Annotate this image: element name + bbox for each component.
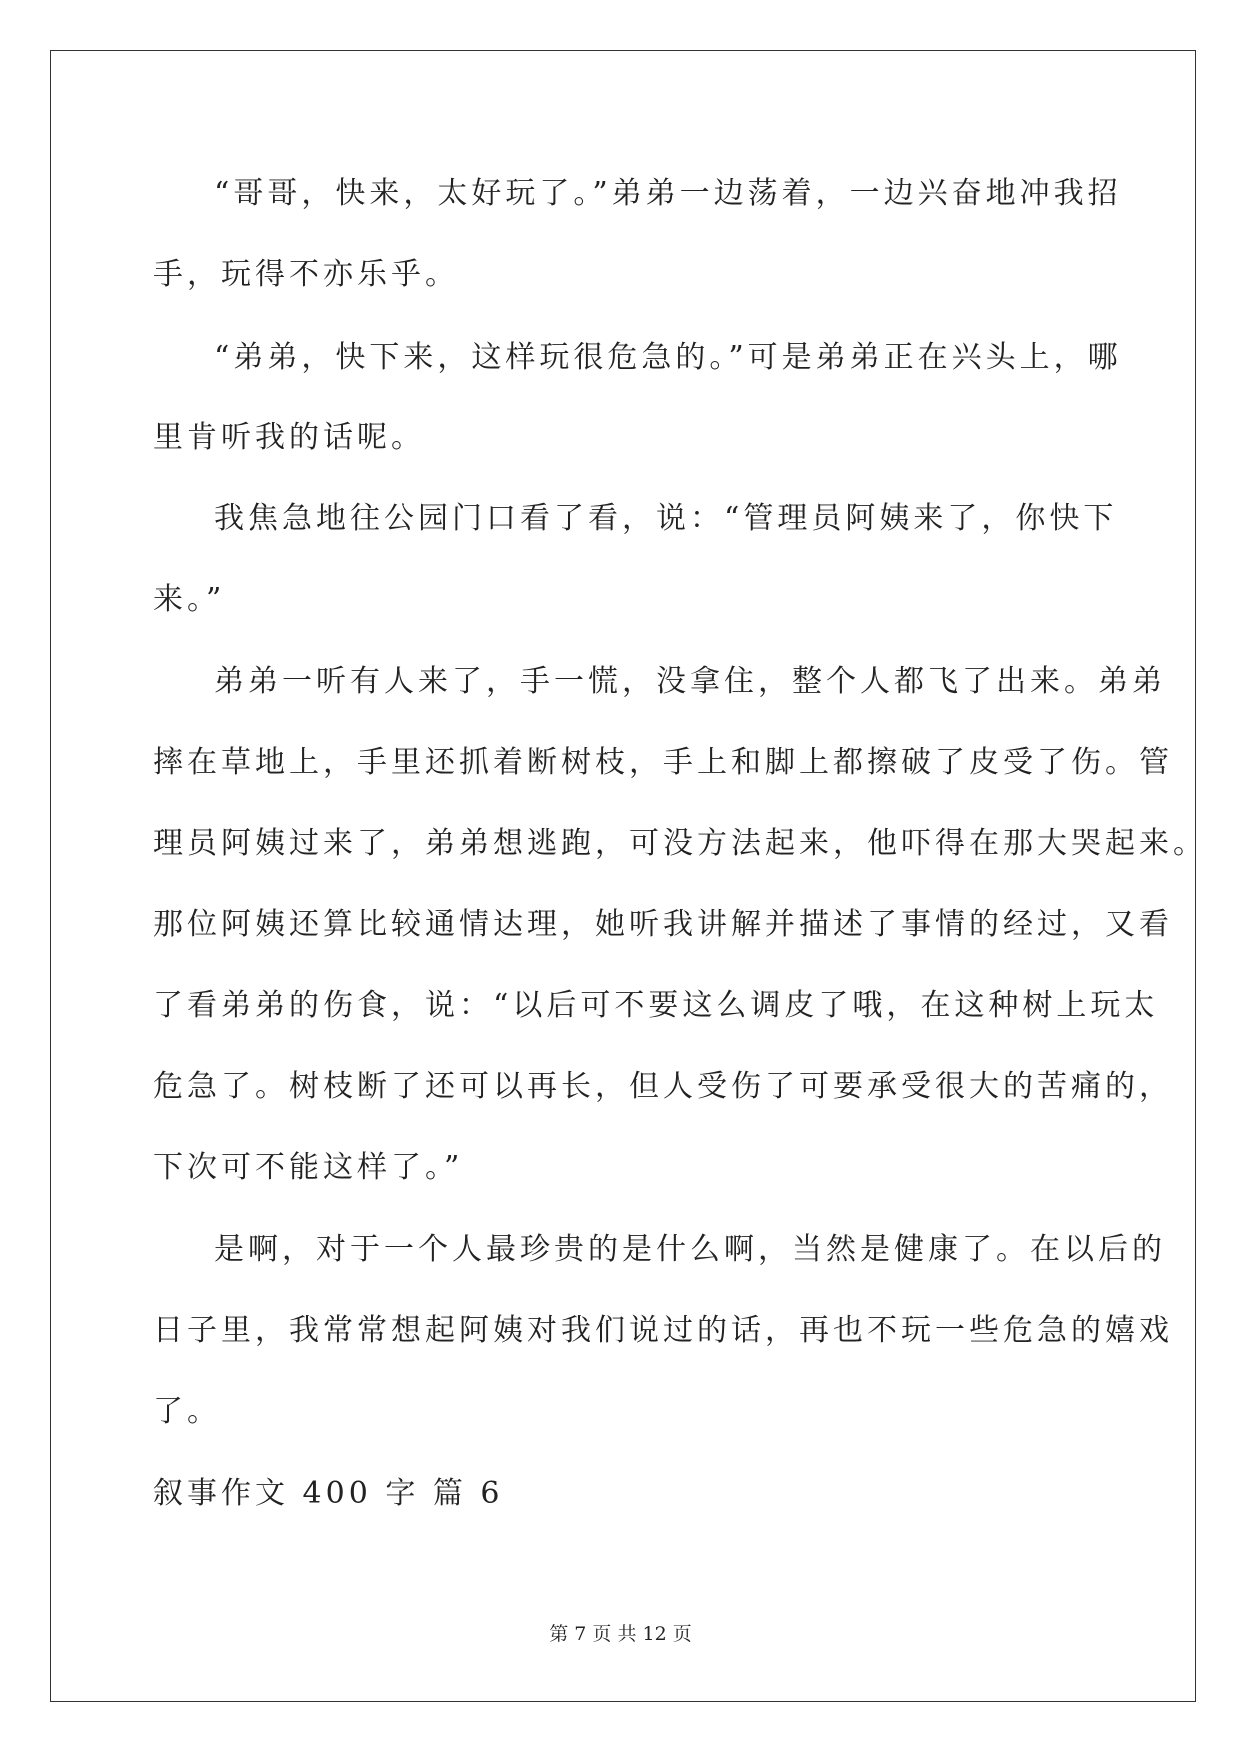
paragraph-line: 了看弟弟的伤食，说：“以后可不要这么调皮了哦，在这种树上玩太 <box>153 988 1159 1023</box>
paragraph-line: 下次可不能这样了。” <box>153 1150 464 1185</box>
paragraph-line: 日子里，我常常想起阿姨对我们说过的话，再也不玩一些危急的嬉戏 <box>153 1313 1173 1348</box>
paragraph-line: 摔在草地上，手里还抓着断树枝，手上和脚上都擦破了皮受了伤。管 <box>153 745 1173 780</box>
paragraph-line: 是啊，对于一个人最珍贵的是什么啊，当然是健康了。在以后的 <box>214 1232 1166 1267</box>
paragraph-line: 了。 <box>153 1394 221 1429</box>
paragraph-line: “哥哥，快来，太好玩了。”弟弟一边荡着，一边兴奋地冲我招 <box>214 176 1122 211</box>
paragraph-line: 理员阿姨过来了，弟弟想逃跑，可没方法起来，他吓得在那大哭起来。 <box>153 826 1207 861</box>
paragraph-line: 弟弟一听有人来了，手一慌，没拿住，整个人都飞了出来。弟弟 <box>214 664 1166 699</box>
page-number: 第 7 页 共 12 页 <box>549 1623 692 1645</box>
paragraph-line: 那位阿姨还算比较通情达理，她听我讲解并描述了事情的经过，又看 <box>153 907 1173 942</box>
paragraph-line: 里肯听我的话呢。 <box>153 420 425 455</box>
page-border <box>50 50 1196 1702</box>
paragraph-line: “弟弟，快下来，这样玩很危急的。”可是弟弟正在兴头上，哪 <box>214 340 1122 375</box>
paragraph-line: 危急了。树枝断了还可以再长，但人受伤了可要承受很大的苦痛的， <box>153 1069 1173 1104</box>
page-footer <box>0 1622 1241 1646</box>
paragraph-line: 来。” <box>153 582 226 617</box>
section-heading: 叙事作文 400 字 篇 6 <box>153 1476 504 1511</box>
paragraph-line: 我焦急地往公园门口看了看，说：“管理员阿姨来了，你快下 <box>214 501 1118 536</box>
paragraph-line: 手，玩得不亦乐乎。 <box>153 257 459 292</box>
